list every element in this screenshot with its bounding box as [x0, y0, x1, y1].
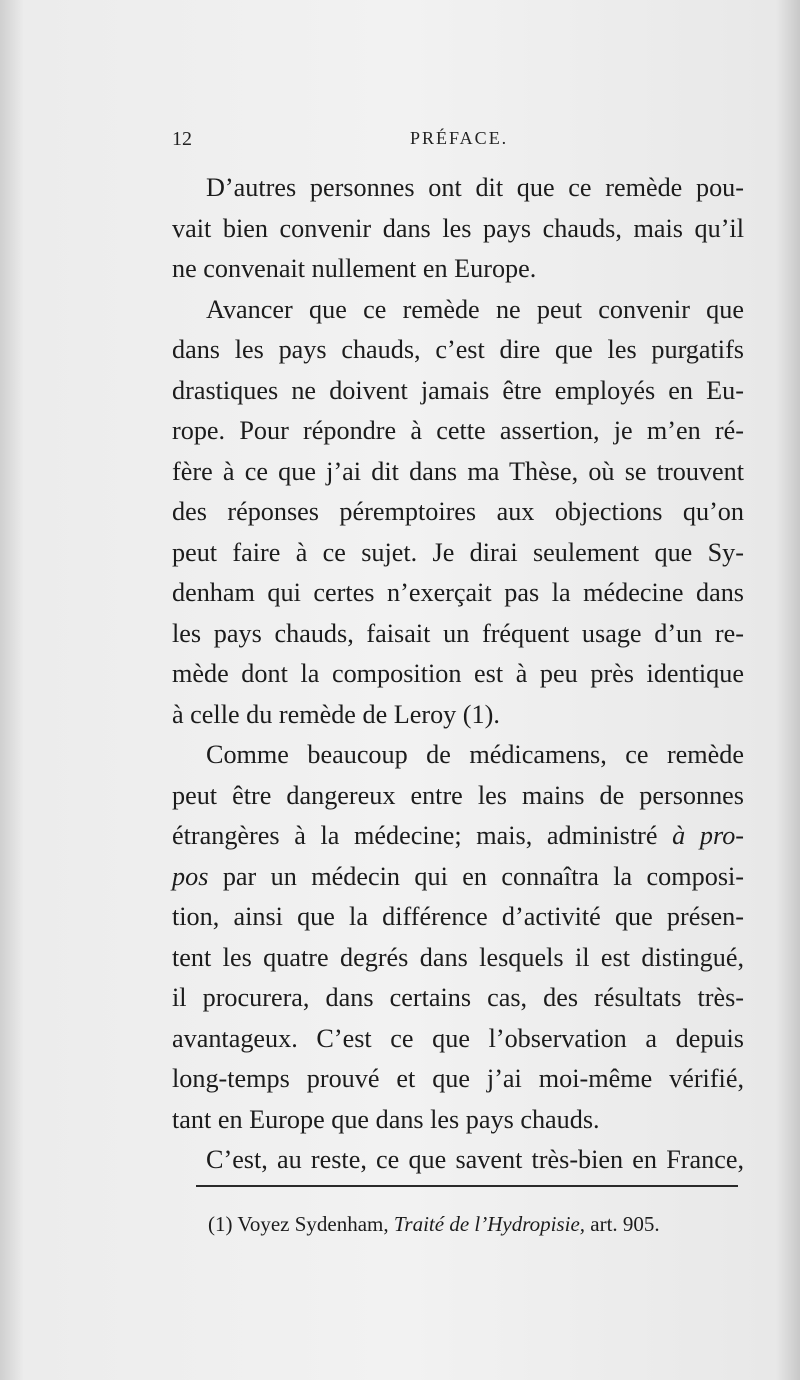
text-line: tion, ainsi que la différence d’activité que présen- [172, 902, 744, 931]
text-line: drastiques ne doivent jamais être employés en Eu- [172, 375, 744, 405]
text-line: D’autres personnes ont dit que ce remède pou- [206, 173, 744, 202]
text-line [172, 816, 744, 857]
text-line: les pays chauds, faisait un fréquent usage d’un re- [172, 618, 744, 648]
footnote-italic-title: Traité de l’Hydropisie, [393, 1212, 586, 1236]
running-title: PRÉFACE. [410, 128, 509, 148]
footnote-marker: (1) [208, 1212, 233, 1236]
italic-text: pos [172, 861, 209, 891]
text-line: il procurera, dans certains cas, des résultats très- [172, 983, 744, 1012]
text-line: vait bien convenir dans les pays chauds, mais qu’il [172, 213, 744, 243]
footnote-text: Voyez Sydenham, [237, 1212, 389, 1236]
text-line: long-temps prouvé et que j’ai moi-même vérifié, [172, 1064, 744, 1093]
text-line: denham qui certes n’exerçait pas la médecine dans [172, 578, 744, 607]
text-line: mède dont la composition est à peu près identique [172, 659, 744, 688]
text-line: à celle du remède de Leroy (1). [172, 699, 500, 729]
page-header [172, 128, 742, 158]
text-line: Comme beaucoup de médicamens, ce remède [206, 740, 744, 769]
text-line: avantageux. C’est ce que l’observation a depuis [172, 1023, 744, 1053]
footnote [208, 1212, 748, 1237]
italic-text: à pro- [672, 821, 745, 850]
text-line: peut faire à ce sujet. Je dirai seulement que Sy- [172, 537, 744, 567]
page-number: 12 [172, 128, 192, 150]
text-line: ne convenait nullement en Europe. [172, 254, 537, 283]
text-segment: étrangères à la médecine; mais, administré [172, 821, 658, 850]
text-line: peut être dangereux entre les mains de personnes [172, 780, 744, 810]
text-line: fère à ce que j’ai dit dans ma Thèse, où se trouvent [172, 456, 744, 486]
text-line: C’est, au reste, ce que savent très-bien en France, [206, 1145, 744, 1174]
text-segment: par un médecin qui en connaîtra la composi- [222, 861, 745, 891]
text-line: dans les pays chauds, c’est dire que les purgatifs [172, 335, 744, 364]
text-line: tant en Europe que dans les pays chauds. [172, 1104, 600, 1134]
text-line: Avancer que ce remède ne peut convenir que [206, 294, 744, 324]
text-line: des réponses péremptoires aux objections qu’on [172, 497, 744, 526]
footnote-rule [196, 1185, 738, 1187]
text-line: tent les quatre degrés dans lesquels il est distingué, [172, 942, 744, 972]
footnote-reference: art. 905. [590, 1212, 660, 1236]
text-line [172, 857, 744, 898]
body-text [172, 168, 744, 1181]
text-line: rope. Pour répondre à cette assertion, je m’en ré- [172, 416, 744, 445]
